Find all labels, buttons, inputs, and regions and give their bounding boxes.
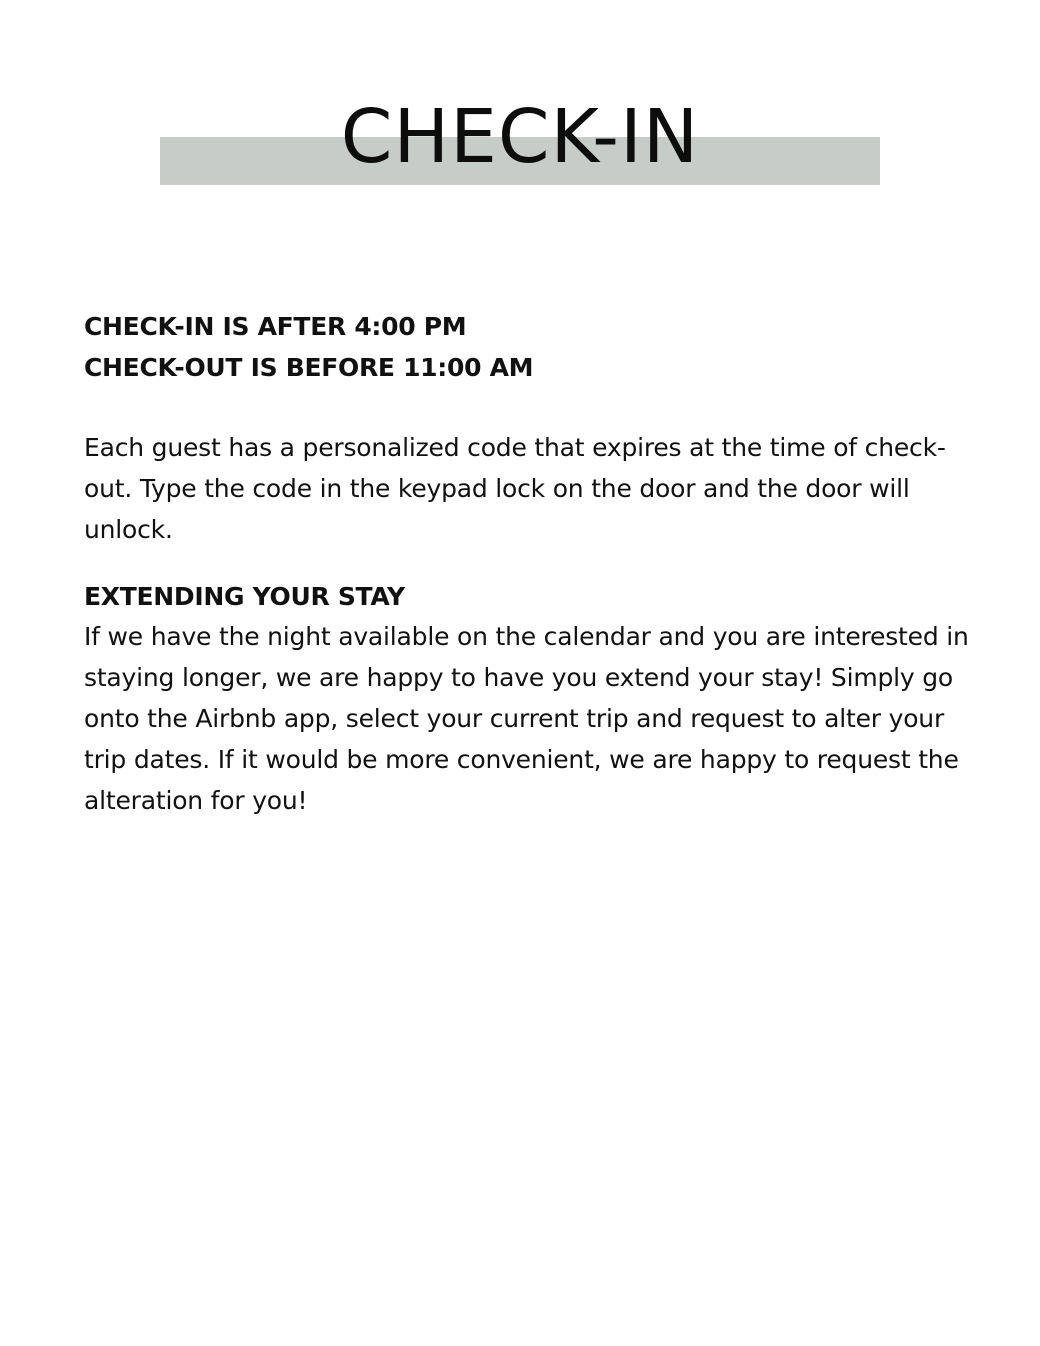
document-body <box>84 306 974 821</box>
extending-stay-heading: EXTENDING YOUR STAY <box>84 582 405 612</box>
checkin-time-line: CHECK-IN IS AFTER 4:00 PM <box>84 312 467 341</box>
page-title: CHECK-IN <box>340 94 700 180</box>
extending-stay-paragraph: If we have the night available on the calendar and you are interested in staying longer, we are happy to have you extend your stay! Simply go onto the Airbnb app, select your current trip and request to alter your trip dates. If it would be more convenient, we are happy to request the alteration for you! <box>84 622 969 815</box>
door-code-paragraph: Each guest has a personalized code that expires at the time of check-out. Type the code in the keypad lock on the door and the door will unlock. <box>84 433 946 544</box>
checkin-times <box>84 306 974 388</box>
checkout-time-line: CHECK-OUT IS BEFORE 11:00 AM <box>84 353 534 382</box>
